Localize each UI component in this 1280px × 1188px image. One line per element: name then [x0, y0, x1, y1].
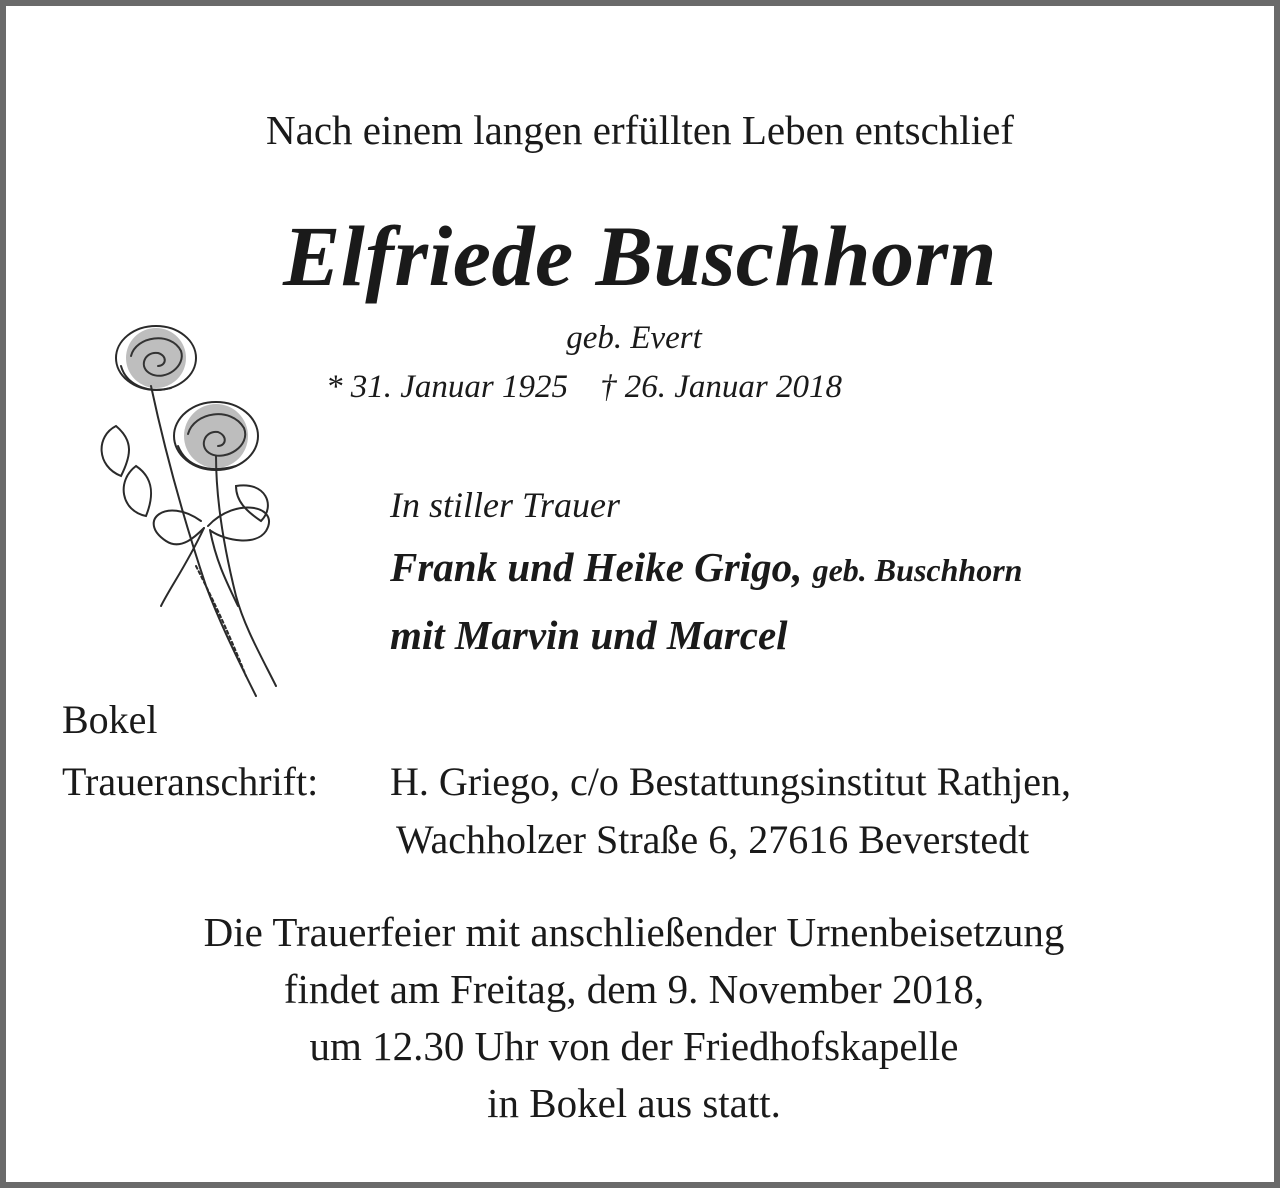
place-name: Bokel [62, 697, 158, 742]
life-dates [326, 369, 842, 406]
family-birth-name: geb. Buschhorn [812, 552, 1023, 588]
family-names: Frank und Heike Grigo, [390, 544, 803, 590]
birth-name: geb. Evert [566, 320, 702, 356]
address-line-1: H. Griego, c/o Bestattungsinstitut Rathjen, [390, 759, 1072, 804]
death-date: † 26. Januar 2018 [600, 369, 842, 405]
birth-date: * 31. Januar 1925 [326, 369, 568, 405]
ceremony-line-2: findet am Freitag, dem 9. November 2018, [283, 966, 985, 1012]
rose-drawing-icon [76, 306, 296, 706]
ceremony-line-3: um 12.30 Uhr von der Friedhofskapelle [309, 1023, 959, 1069]
address-line-2: Wachholzer Straße 6, 27616 Beverstedt [396, 817, 1030, 862]
deceased-name: Elfriede Buschhorn [283, 208, 997, 304]
ceremony-line-4: in Bokel aus statt. [487, 1080, 781, 1126]
intro-text: Nach einem langen erfüllten Leben entschlief [266, 107, 1014, 153]
address-label: Traueranschrift: [62, 759, 319, 804]
ceremony-line-1: Die Trauerfeier mit anschließender Urnenbeisetzung [203, 909, 1065, 955]
family-line-2: mit Marvin und Marcel [390, 612, 788, 658]
mourning-text: In stiller Trauer [390, 485, 621, 525]
family-line-1 [390, 543, 1022, 591]
